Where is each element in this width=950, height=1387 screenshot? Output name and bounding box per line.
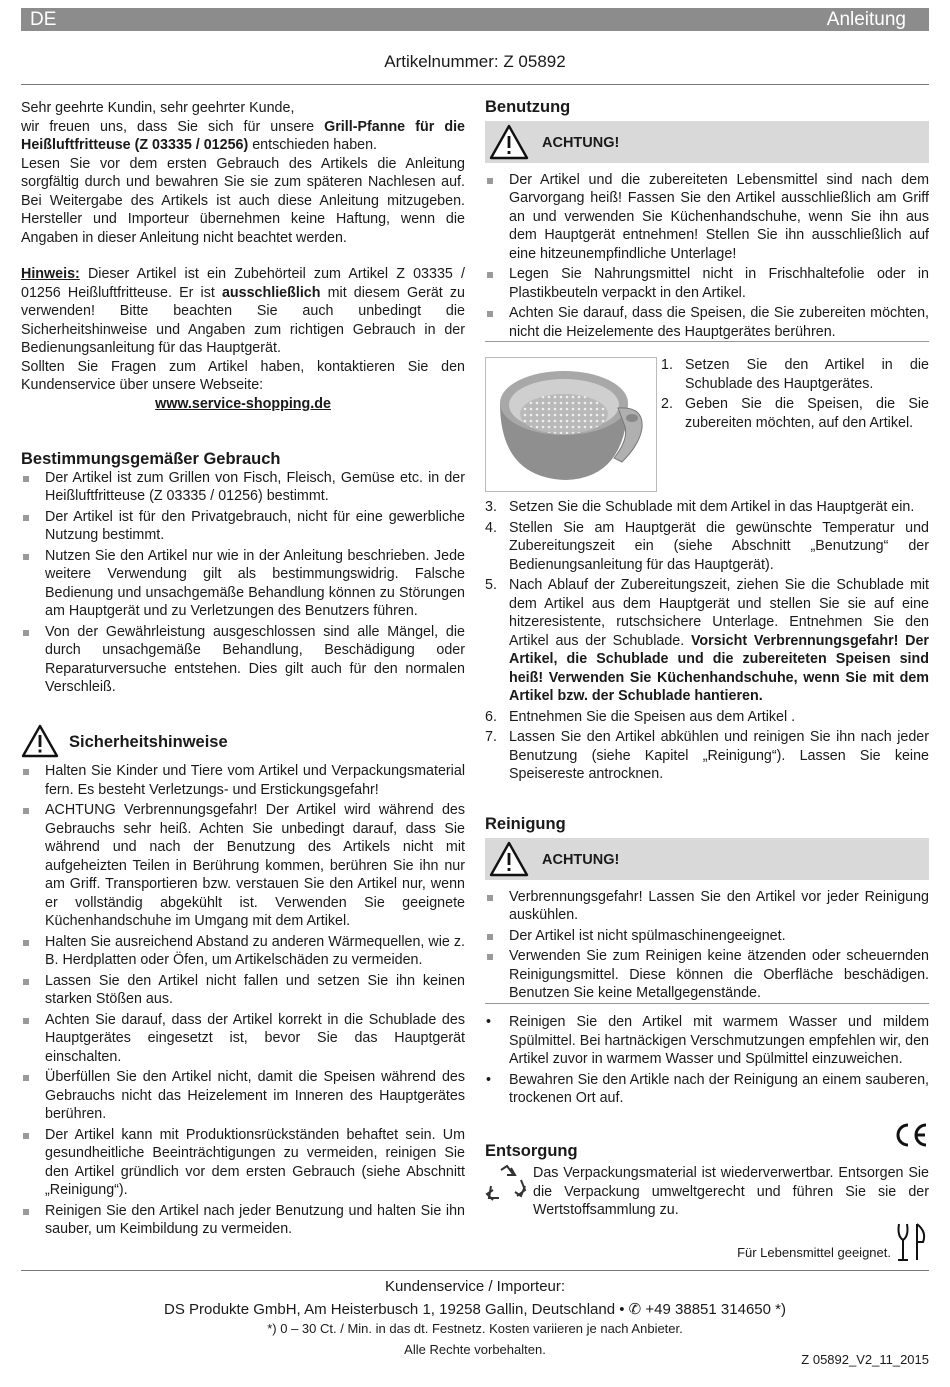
product-image xyxy=(485,357,657,492)
hint-text-c: mit diesem Gerät zu verwenden! Bitte beachten Sie auch unbedingt die Sicherheitshinweise und Angaben zum richtigen Gebrauch in der Bedienungsanleitung für das Hauptgerät. xyxy=(21,284,465,356)
list-item: Lassen Sie den Artikel nicht fallen und setzen Sie ihn keinen starken Stößen aus. xyxy=(21,972,465,1009)
step-number: 3. xyxy=(485,499,497,515)
step-text: Stellen Sie am Hauptgerät die gewünschte Temperatur und Zubereitungszeit ein (siehe Abschnitt „Benutzung“ der Bedienungsanleitung für das Hauptgerät). xyxy=(509,519,929,573)
contact-paragraph: Sollten Sie Fragen zum Artikel haben, kontaktieren Sie den Kundenservice über unsere Webseite: xyxy=(21,358,465,393)
list-item: Nutzen Sie den Artikel nur wie in der Anleitung beschrieben. Jede weitere Verwendung gilt als bestimmungswidrig. Falsche Bedienung und unsachgemäße Behandlung können zu Störungen am Hauptgerät und zu Verletzungen des Benutzers führen. xyxy=(21,547,465,621)
cleaning-warning-box xyxy=(485,838,929,880)
list-item: Von der Gewährleistung ausgeschlossen sind alle Mängel, die durch unsachgemäße Behandlung, Beschädigung oder Reparaturversuche entstehen. Dies gilt auch für den normalen Verschleiß. xyxy=(21,623,465,697)
article-number: Artikelnummer: Z 05892 xyxy=(384,52,566,71)
list-item xyxy=(485,519,929,575)
footer-rights: Alle Rechte vorbehalten. xyxy=(404,1342,546,1357)
usage-list xyxy=(485,171,929,342)
list-item: Achten Sie darauf, dass die Speisen, die Sie zubereiten möchten, nicht die Heizelemente des Hauptgerätes berühren. xyxy=(485,304,929,341)
list-item xyxy=(661,356,929,393)
list-item: Der Artikel und die zubereiteten Lebensmittel sind nach dem Garvorgang heiß! Fassen Sie den Artikel ausschließlich am Griff an und verwenden Sie Küchenhandschuhe, wenn Sie ihn aus dem Hauptgerät entnehmen! Stellen Sie ihn ausschließlich auf eine hitzeunempfindliche Unterlage! xyxy=(485,171,929,264)
product-name: Grill-Pfanne für die Heißluftfritteuse (Z 03335 / 01256) xyxy=(21,118,465,153)
phone-icon: ✆ xyxy=(628,1301,642,1318)
step-text: Nach Ablauf der Zubereitungszeit, ziehen Sie die Schublade mit dem Artikel aus dem Hauptgerät und stellen Sie sie auf eine hitzeresistente, rutschsichere Unterlage. Entnehmen Sie den Artikel aus der Schublade. xyxy=(509,577,929,649)
step-number: 2. xyxy=(661,396,673,412)
website-link-row xyxy=(21,395,465,414)
intended-use-section xyxy=(21,450,465,699)
intro-paragraph xyxy=(21,118,465,155)
list-item: Der Artikel ist zum Grillen von Fisch, Fleisch, Gemüse etc. in der Heißluftfritteuse (Z 03335 / 01256) bestimmt. xyxy=(21,469,465,506)
disposal-section xyxy=(485,1142,929,1260)
list-item: Der Artikel ist für den Privatgebrauch, nicht für eine gewerbliche Nutzung bestimmt. xyxy=(21,508,465,545)
food-safe-label: Für Lebensmittel geeignet. xyxy=(737,1245,891,1260)
list-item: Überfüllen Sie den Artikel nicht, damit die Speisen während des Gebrauchs nicht das Heizelement im Inneren des Hauptgerätes berühren. xyxy=(21,1068,465,1124)
list-item: Legen Sie Nahrungsmittel nicht in Frischhaltefolie oder in Plastikbeuteln verpackt in den Artikel. xyxy=(485,265,929,302)
steps-list xyxy=(485,498,929,786)
usage-warning-box xyxy=(485,121,929,163)
grill-pan-illustration xyxy=(486,358,656,491)
list-item xyxy=(485,708,929,727)
list-item: Halten Sie ausreichend Abstand zu anderen Wärmequellen, wie z. B. Herdplatten oder Öfen, um Artikelschäden zu vermeiden. xyxy=(21,933,465,970)
cleaning-title: Reinigung xyxy=(485,815,566,833)
food-safe-icon xyxy=(895,1222,929,1264)
step-number: 6. xyxy=(485,708,497,725)
document-type: Anleitung xyxy=(826,9,906,30)
cleaning-warning-label: ACHTUNG! xyxy=(542,851,620,868)
salutation: Sehr geehrte Kundin, sehr geehrter Kunde, xyxy=(21,100,295,116)
safety-list xyxy=(21,762,465,1239)
list-item: • Bewahren Sie den Artikle nach der Reinigung an einem sauberen, trockenen Ort auf. xyxy=(485,1071,929,1108)
steps-beside-image xyxy=(661,356,929,434)
hint-paragraph xyxy=(21,265,465,358)
list-item: Verbrennungsgefahr! Lassen Sie den Artikel vor jeder Reinigung auskühlen. xyxy=(485,888,929,925)
usage-divider xyxy=(485,341,929,342)
list-item: ACHTUNG Verbrennungsgefahr! Der Artikel wird während des Gebrauchs sehr heiß. Achten Sie unbedingt darauf, dass Sie während und nach der Benutzung des Artikels nicht mit aufgeheizten Teilen in Berührung kommen, berühren Sie ihn nur am Griff. Transportieren bzw. verstauen Sie den Artikel nur, wenn er vollständig abgekühlt ist. Verwenden Sie geeignete Küchenhandschuhe im Umgang mit dem Artikel. xyxy=(21,801,465,931)
intro-text-a: wir freuen uns, dass Sie sich für unsere xyxy=(21,118,325,135)
list-item: Der Artikel kann mit Produktionsrückständen behaftet sein. Um gesundheitliche Beeinträchtigungen zu vermeiden, reinigen Sie den Artikel gründlich vor dem ersten Gebrauch (siehe Abschnitt „Reinigung“). xyxy=(21,1126,465,1200)
cleaning-list xyxy=(485,888,929,1003)
disposal-text: Das Verpackungsmaterial ist wiederverwertbar. Entsorgen Sie die Verpackung umweltgerecht und führen Sie sie der Wertstoffsammlung zu. xyxy=(533,1165,929,1218)
footer-title: Kundenservice / Importeur: xyxy=(384,1278,566,1295)
header-divider xyxy=(21,84,929,85)
step-text: Setzen Sie die Schublade mit dem Artikel in das Hauptgerät ein. xyxy=(509,499,915,515)
list-item xyxy=(661,395,929,432)
safety-heading xyxy=(21,724,465,762)
step-number: 5. xyxy=(485,577,497,593)
language-code: DE xyxy=(30,9,57,30)
hint-label: Hinweis: xyxy=(21,266,80,282)
step-text: Lassen Sie den Artikel abkühlen und reinigen Sie ihn nach jeder Benutzung (siehe Kapitel „Reinigung“). Lassen Sie keine Speisereste antrocknen. xyxy=(509,729,929,782)
warning-triangle-icon xyxy=(21,724,59,758)
list-item xyxy=(485,728,929,784)
intended-use-title: Bestimmungsgemäßer Gebrauch xyxy=(21,450,281,468)
list-item: Reinigen Sie den Artikel nach jeder Benutzung und halten Sie ihn sauber, um Keimbildung zu vermeiden. xyxy=(21,1202,465,1239)
warning-triangle-icon xyxy=(489,841,529,877)
safety-title: Sicherheitshinweise xyxy=(69,733,228,751)
step-warning-text: Vorsicht Verbrennungsgefahr! Der Artikel, die Schublade und die zubereiteten Speisen sind heiß! Verwenden Sie Küchenhandschuhe, wenn Sie mit dem Artikel bzw. der Schublade hantieren. xyxy=(509,632,929,704)
footer-cost-note: *) 0 – 30 Ct. / Min. in das dt. Festnetz. Kosten variieren je nach Anbieter. xyxy=(267,1321,683,1336)
list-item: Halten Sie Kinder und Tiere vom Artikel und Verpackungsmaterial fern. Es besteht Verletzungs- und Erstickungsgefahr! xyxy=(21,762,465,799)
intro-section xyxy=(21,99,465,413)
usage-section xyxy=(485,98,929,343)
step-text: Entnehmen Sie die Speisen aus dem Artikel . xyxy=(509,708,796,725)
cleaning-bullets xyxy=(485,1013,929,1110)
hint-text-a: Dieser Artikel ist ein Zubehörteil zum Artikel Z 03335 / 01256 Heißluftfritteuse. Er ist xyxy=(21,266,465,301)
step-number: 4. xyxy=(485,519,497,536)
intended-use-list xyxy=(21,469,465,697)
cleaning-divider xyxy=(485,1003,929,1004)
usage-warning-label: ACHTUNG! xyxy=(542,134,620,151)
list-item: • Reinigen Sie den Artikel mit warmem Wasser und mildem Spülmittel. Bei hartnäckigen Verschmutzungen empfehlen wir, den Artikel zuvor in warmem Wasser und Spülmittel einzuweichen. xyxy=(485,1013,929,1069)
warning-triangle-icon xyxy=(489,124,529,160)
instructions-paragraph: Lesen Sie vor dem ersten Gebrauch des Artikels die Anleitung sorgfältig durch und bewahren Sie sie zum späteren Nachlesen auf. Bei Weitergabe des Artikels ist auch diese Anleitung mitzugeben. Hersteller und Importeur übernehmen keine Haftung, wenn die Angaben in dieser Anleitung nicht beachtet werden. xyxy=(21,155,465,246)
step-number: 7. xyxy=(485,729,497,745)
list-item xyxy=(485,576,929,706)
list-item xyxy=(485,498,929,517)
footer-address-row xyxy=(0,1300,950,1318)
disposal-title: Entsorgung xyxy=(485,1142,578,1160)
recycle-icon xyxy=(485,1164,529,1204)
website-link[interactable]: www.service-shopping.de xyxy=(155,395,331,412)
footer-phone: +49 38851 314650 *) xyxy=(645,1301,786,1318)
footer-address: DS Produkte GmbH, Am Heisterbusch 1, 19258 Gallin, Deutschland • xyxy=(164,1301,625,1318)
header-bar xyxy=(21,8,929,31)
safety-section xyxy=(21,724,465,1241)
intro-text-c: entschieden haben. xyxy=(248,137,378,153)
list-item: Der Artikel ist nicht spülmaschinengeeignet. xyxy=(485,927,929,946)
usage-title: Benutzung xyxy=(485,98,571,116)
step-text: Geben Sie die Speisen, die Sie zubereiten möchten, auf den Artikel. xyxy=(685,396,929,431)
cleaning-section xyxy=(485,815,929,1005)
list-item: Achten Sie darauf, dass der Artikel korrekt in die Schublade des Hauptgerätes eingesetzt ist, bevor Sie das Hauptgerät einschalten. xyxy=(21,1011,465,1067)
step-number: 1. xyxy=(661,357,673,373)
list-item: Verwenden Sie zum Reinigen keine ätzenden oder scheuernden Reinigungsmittel. Diese können die Oberfläche beschädigen. Benutzen Sie keine Metallgegenstände. xyxy=(485,947,929,1003)
footer-divider xyxy=(21,1270,929,1271)
step-text: Setzen Sie den Artikel in die Schublade des Hauptgerätes. xyxy=(685,357,929,392)
version-code: Z 05892_V2_11_2015 xyxy=(801,1352,929,1367)
hint-emphasis: ausschließlich xyxy=(221,284,321,301)
